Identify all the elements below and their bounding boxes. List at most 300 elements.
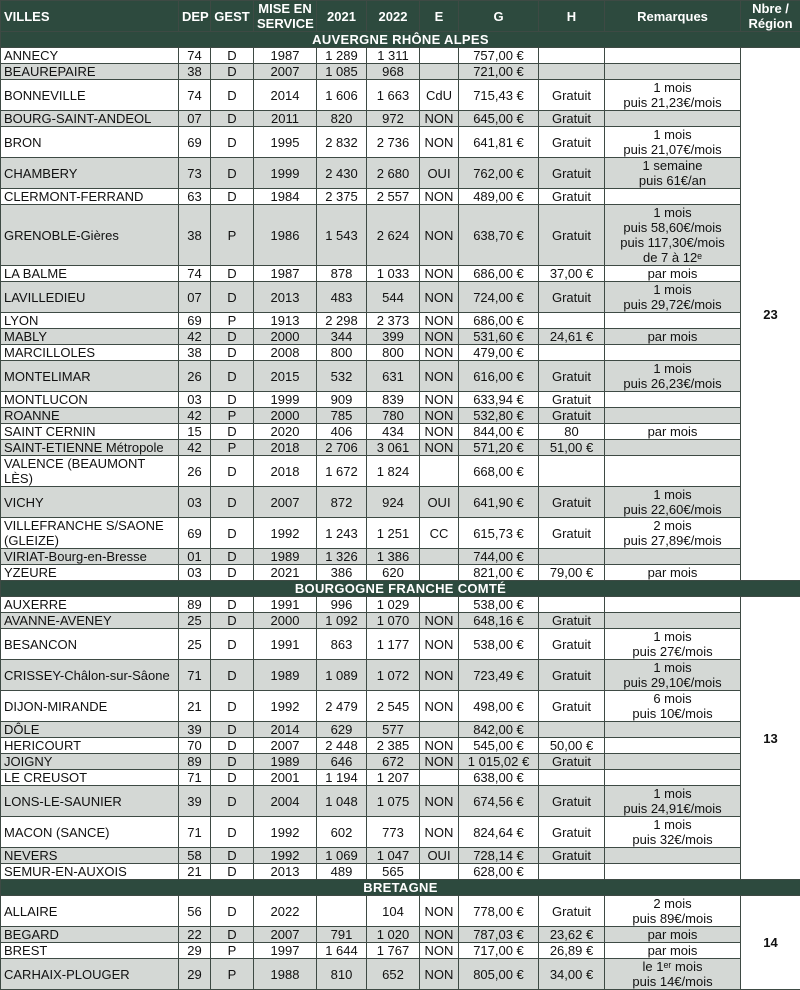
table-row — [1, 786, 800, 817]
cell-rem: 1 mois puis 26,23€/mois — [605, 361, 741, 392]
cell-dep: 29 — [179, 943, 211, 959]
cell-rem — [605, 848, 741, 864]
cell-mise: 2013 — [254, 864, 317, 880]
cell-mise: 2018 — [254, 456, 317, 487]
cell-ville: MARCILLOLES — [1, 345, 179, 361]
cell-h: 80 — [539, 424, 605, 440]
cell-dep: 42 — [179, 408, 211, 424]
cell-ville: LONS-LE-SAUNIER — [1, 786, 179, 817]
cell-e: NON — [420, 408, 459, 424]
table-row — [1, 361, 800, 392]
cell-gest: D — [211, 629, 254, 660]
cell-gest: D — [211, 927, 254, 943]
cell-mise: 1989 — [254, 754, 317, 770]
cell-mise: 2000 — [254, 613, 317, 629]
cell-y2022: 972 — [367, 111, 420, 127]
cell-gest: D — [211, 64, 254, 80]
table-row — [1, 329, 800, 345]
cell-ville: ROANNE — [1, 408, 179, 424]
cell-y2021: 2 448 — [317, 738, 367, 754]
cell-g: 538,00 € — [459, 597, 539, 613]
cell-y2021: 1 194 — [317, 770, 367, 786]
cell-ville: MONTELIMAR — [1, 361, 179, 392]
cell-rem: 2 mois puis 27,89€/mois — [605, 518, 741, 549]
cell-y2021: 386 — [317, 565, 367, 581]
cell-mise: 1986 — [254, 205, 317, 266]
cell-rem: 1 mois puis 21,23€/mois — [605, 80, 741, 111]
cell-y2021: 532 — [317, 361, 367, 392]
cell-rem — [605, 313, 741, 329]
cell-dep: 89 — [179, 597, 211, 613]
table-row — [1, 392, 800, 408]
cell-mise: 2004 — [254, 786, 317, 817]
cell-gest: P — [211, 408, 254, 424]
cell-rem: 2 mois puis 89€/mois — [605, 896, 741, 927]
cell-g: 532,80 € — [459, 408, 539, 424]
cell-dep: 74 — [179, 80, 211, 111]
cell-dep: 71 — [179, 770, 211, 786]
cell-h: Gratuit — [539, 189, 605, 205]
cell-h: Gratuit — [539, 111, 605, 127]
cell-e — [420, 48, 459, 64]
cell-h: Gratuit — [539, 408, 605, 424]
cell-e: NON — [420, 927, 459, 943]
cell-y2021: 344 — [317, 329, 367, 345]
cell-y2022: 434 — [367, 424, 420, 440]
table-row — [1, 518, 800, 549]
cell-mise: 1999 — [254, 392, 317, 408]
cell-h: Gratuit — [539, 127, 605, 158]
cell-mise: 1997 — [254, 943, 317, 959]
cell-e: NON — [420, 329, 459, 345]
cell-rem — [605, 738, 741, 754]
cell-y2022: 104 — [367, 896, 420, 927]
cell-gest: D — [211, 282, 254, 313]
cell-h: Gratuit — [539, 361, 605, 392]
cell-mise: 1988 — [254, 959, 317, 990]
cell-y2022: 399 — [367, 329, 420, 345]
cell-mise: 2018 — [254, 440, 317, 456]
cell-g: 715,43 € — [459, 80, 539, 111]
table-row — [1, 629, 800, 660]
cell-e: NON — [420, 754, 459, 770]
cell-ville: VILLEFRANCHE S/SAONE (GLEIZE) — [1, 518, 179, 549]
cell-ville: BEAUREPAIRE — [1, 64, 179, 80]
cell-y2022: 1 075 — [367, 786, 420, 817]
cell-y2022: 1 072 — [367, 660, 420, 691]
cell-y2021: 2 430 — [317, 158, 367, 189]
cell-y2021: 791 — [317, 927, 367, 943]
header-g: G — [459, 1, 539, 32]
cell-rem: 1 mois puis 58,60€/mois puis 117,30€/mois de 7 à 12ᵉ — [605, 205, 741, 266]
cell-e: NON — [420, 613, 459, 629]
table-row — [1, 864, 800, 880]
cell-g: 638,00 € — [459, 770, 539, 786]
cell-dep: 25 — [179, 613, 211, 629]
cell-gest: P — [211, 313, 254, 329]
cell-ville: SAINT CERNIN — [1, 424, 179, 440]
cell-mise: 1989 — [254, 660, 317, 691]
cell-gest: D — [211, 127, 254, 158]
cell-ville: CRISSEY-Châlon-sur-Sâone — [1, 660, 179, 691]
cell-ville: AVANNE-AVENEY — [1, 613, 179, 629]
cell-mise: 1995 — [254, 127, 317, 158]
cell-rem — [605, 189, 741, 205]
table-row — [1, 613, 800, 629]
table-body — [1, 32, 800, 990]
cell-g: 762,00 € — [459, 158, 539, 189]
cell-y2022: 544 — [367, 282, 420, 313]
cell-ville: YZEURE — [1, 565, 179, 581]
cell-dep: 74 — [179, 48, 211, 64]
cell-y2022: 1 251 — [367, 518, 420, 549]
cell-y2022: 968 — [367, 64, 420, 80]
table-row — [1, 48, 800, 64]
cell-e — [420, 456, 459, 487]
cell-mise: 1987 — [254, 266, 317, 282]
region-name: BRETAGNE — [1, 880, 800, 896]
cell-h: Gratuit — [539, 896, 605, 927]
cell-y2022: 2 557 — [367, 189, 420, 205]
table-row — [1, 282, 800, 313]
cell-gest: D — [211, 549, 254, 565]
cell-rem — [605, 48, 741, 64]
cell-y2022: 1 047 — [367, 848, 420, 864]
cell-h — [539, 313, 605, 329]
cell-h — [539, 597, 605, 613]
cell-y2022: 631 — [367, 361, 420, 392]
table-row — [1, 770, 800, 786]
cell-rem: par mois — [605, 329, 741, 345]
cell-mise: 1992 — [254, 691, 317, 722]
cell-dep: 38 — [179, 64, 211, 80]
cell-ville: BEGARD — [1, 927, 179, 943]
region-header — [1, 32, 800, 48]
cell-h: Gratuit — [539, 80, 605, 111]
cell-g: 538,00 € — [459, 629, 539, 660]
cell-rem — [605, 408, 741, 424]
cell-mise: 1913 — [254, 313, 317, 329]
cell-y2022: 780 — [367, 408, 420, 424]
header-dep: DEP — [179, 1, 211, 32]
cell-dep: 70 — [179, 738, 211, 754]
cell-y2022: 1 824 — [367, 456, 420, 487]
cell-gest: D — [211, 361, 254, 392]
cell-e: OUI — [420, 158, 459, 189]
cell-rem — [605, 613, 741, 629]
cell-e: NON — [420, 111, 459, 127]
cell-rem — [605, 770, 741, 786]
cell-dep: 71 — [179, 660, 211, 691]
cell-h: Gratuit — [539, 205, 605, 266]
cell-e — [420, 864, 459, 880]
table-row — [1, 158, 800, 189]
cell-rem: 1 semaine puis 61€/an — [605, 158, 741, 189]
cell-gest: D — [211, 266, 254, 282]
table-row — [1, 896, 800, 927]
cell-g: 844,00 € — [459, 424, 539, 440]
cell-dep: 58 — [179, 848, 211, 864]
table-row — [1, 754, 800, 770]
cell-y2022: 2 736 — [367, 127, 420, 158]
cell-h: Gratuit — [539, 754, 605, 770]
cell-h: Gratuit — [539, 518, 605, 549]
cell-g: 805,00 € — [459, 959, 539, 990]
cell-g: 717,00 € — [459, 943, 539, 959]
cell-y2021: 406 — [317, 424, 367, 440]
cell-rem: 1 mois puis 29,10€/mois — [605, 660, 741, 691]
cell-gest: D — [211, 158, 254, 189]
cell-e: NON — [420, 392, 459, 408]
cell-ville: BONNEVILLE — [1, 80, 179, 111]
table-row — [1, 549, 800, 565]
cell-g: 628,00 € — [459, 864, 539, 880]
cell-y2022: 839 — [367, 392, 420, 408]
cell-y2021: 1 606 — [317, 80, 367, 111]
cell-h: Gratuit — [539, 392, 605, 408]
cell-y2022: 924 — [367, 487, 420, 518]
cell-ville: HERICOURT — [1, 738, 179, 754]
cell-e — [420, 565, 459, 581]
cell-y2021: 2 832 — [317, 127, 367, 158]
cell-e: NON — [420, 738, 459, 754]
cell-mise: 1999 — [254, 158, 317, 189]
cell-g: 824,64 € — [459, 817, 539, 848]
header-remarques: Remarques — [605, 1, 741, 32]
cell-rem: par mois — [605, 424, 741, 440]
table-row — [1, 408, 800, 424]
cell-rem: par mois — [605, 927, 741, 943]
cell-ville: VALENCE (BEAUMONT LÈS) — [1, 456, 179, 487]
cell-y2021: 810 — [317, 959, 367, 990]
cell-y2021: 909 — [317, 392, 367, 408]
cell-e — [420, 597, 459, 613]
cell-mise: 2022 — [254, 896, 317, 927]
table-row — [1, 127, 800, 158]
cell-dep: 26 — [179, 361, 211, 392]
cell-h: Gratuit — [539, 786, 605, 817]
cell-e: NON — [420, 313, 459, 329]
cell-y2022: 773 — [367, 817, 420, 848]
cell-e: NON — [420, 282, 459, 313]
cell-y2022: 1 020 — [367, 927, 420, 943]
cell-g: 686,00 € — [459, 266, 539, 282]
cell-e: NON — [420, 440, 459, 456]
cell-y2021: 1 089 — [317, 660, 367, 691]
cell-y2021: 1 069 — [317, 848, 367, 864]
cell-h: Gratuit — [539, 660, 605, 691]
cell-gest: D — [211, 691, 254, 722]
table-row — [1, 848, 800, 864]
cell-g: 489,00 € — [459, 189, 539, 205]
cell-y2022: 2 373 — [367, 313, 420, 329]
cell-mise: 2015 — [254, 361, 317, 392]
cell-ville: BESANCON — [1, 629, 179, 660]
region-name: BOURGOGNE FRANCHE COMTÉ — [1, 581, 800, 597]
cell-gest: D — [211, 613, 254, 629]
cell-h: 24,61 € — [539, 329, 605, 345]
cell-y2021: 489 — [317, 864, 367, 880]
cell-gest: D — [211, 817, 254, 848]
cell-gest: P — [211, 959, 254, 990]
cell-g: 674,56 € — [459, 786, 539, 817]
cell-gest: D — [211, 456, 254, 487]
cell-y2022: 577 — [367, 722, 420, 738]
cell-e: NON — [420, 266, 459, 282]
table-row — [1, 943, 800, 959]
table-row — [1, 205, 800, 266]
cell-g: 757,00 € — [459, 48, 539, 64]
cell-rem — [605, 64, 741, 80]
cell-ville: MABLY — [1, 329, 179, 345]
cell-ville: BOURG-SAINT-ANDEOL — [1, 111, 179, 127]
cell-h: Gratuit — [539, 487, 605, 518]
cell-y2021: 629 — [317, 722, 367, 738]
cell-ville: LE CREUSOT — [1, 770, 179, 786]
table-row — [1, 424, 800, 440]
cell-ville: LAVILLEDIEU — [1, 282, 179, 313]
cell-rem: 1 mois puis 32€/mois — [605, 817, 741, 848]
cell-mise: 2007 — [254, 738, 317, 754]
cell-ville: VIRIAT-Bourg-en-Bresse — [1, 549, 179, 565]
cell-g: 645,00 € — [459, 111, 539, 127]
cell-e: NON — [420, 629, 459, 660]
cell-mise: 1992 — [254, 518, 317, 549]
cell-dep: 38 — [179, 205, 211, 266]
cell-g: 531,60 € — [459, 329, 539, 345]
cell-gest: D — [211, 565, 254, 581]
cell-g: 641,81 € — [459, 127, 539, 158]
cell-g: 545,00 € — [459, 738, 539, 754]
cell-gest: D — [211, 345, 254, 361]
cell-y2021: 1 048 — [317, 786, 367, 817]
table-row — [1, 189, 800, 205]
cell-mise: 2000 — [254, 329, 317, 345]
cell-y2022: 2 624 — [367, 205, 420, 266]
cell-y2022: 1 207 — [367, 770, 420, 786]
cell-y2022: 1 177 — [367, 629, 420, 660]
cell-e: NON — [420, 345, 459, 361]
cell-e: NON — [420, 189, 459, 205]
table-row — [1, 927, 800, 943]
cell-mise: 2013 — [254, 282, 317, 313]
cell-h: Gratuit — [539, 691, 605, 722]
cell-y2021: 863 — [317, 629, 367, 660]
table-row — [1, 313, 800, 329]
cell-dep: 07 — [179, 282, 211, 313]
cell-ville: LA BALME — [1, 266, 179, 282]
cell-gest: D — [211, 754, 254, 770]
cell-rem: le 1ᵉʳ mois puis 14€/mois — [605, 959, 741, 990]
cell-e: NON — [420, 361, 459, 392]
cell-h: 50,00 € — [539, 738, 605, 754]
cell-h: 34,00 € — [539, 959, 605, 990]
region-count: 13 — [741, 597, 800, 880]
cell-g: 641,90 € — [459, 487, 539, 518]
cell-h: 23,62 € — [539, 927, 605, 943]
region-count: 14 — [741, 896, 800, 990]
cell-ville: JOIGNY — [1, 754, 179, 770]
cell-h — [539, 722, 605, 738]
cell-e — [420, 64, 459, 80]
cell-dep: 22 — [179, 927, 211, 943]
header-row — [1, 1, 800, 32]
cell-mise: 2001 — [254, 770, 317, 786]
cell-e — [420, 722, 459, 738]
header-2022: 2022 — [367, 1, 420, 32]
cell-e: CC — [420, 518, 459, 549]
cell-mise: 1984 — [254, 189, 317, 205]
table-row — [1, 738, 800, 754]
cell-gest: D — [211, 487, 254, 518]
table-row — [1, 266, 800, 282]
cell-gest: D — [211, 770, 254, 786]
cell-y2022: 565 — [367, 864, 420, 880]
cell-e: NON — [420, 786, 459, 817]
cell-dep: 39 — [179, 786, 211, 817]
cell-gest: D — [211, 738, 254, 754]
table-row — [1, 597, 800, 613]
cell-y2021: 872 — [317, 487, 367, 518]
cell-dep: 01 — [179, 549, 211, 565]
cell-rem: 1 mois puis 27€/mois — [605, 629, 741, 660]
cell-gest: P — [211, 205, 254, 266]
header-gest: GEST — [211, 1, 254, 32]
cell-g: 723,49 € — [459, 660, 539, 691]
cell-mise: 1992 — [254, 817, 317, 848]
cell-y2021: 1 644 — [317, 943, 367, 959]
cell-y2022: 1 033 — [367, 266, 420, 282]
table-row — [1, 345, 800, 361]
cell-mise: 2000 — [254, 408, 317, 424]
cell-h: 26,89 € — [539, 943, 605, 959]
cell-y2022: 672 — [367, 754, 420, 770]
cell-gest: D — [211, 80, 254, 111]
cell-y2022: 2 545 — [367, 691, 420, 722]
cell-rem — [605, 864, 741, 880]
cell-h — [539, 770, 605, 786]
table-row — [1, 80, 800, 111]
cell-rem — [605, 754, 741, 770]
cell-gest: D — [211, 518, 254, 549]
cell-gest: D — [211, 786, 254, 817]
cell-e: NON — [420, 896, 459, 927]
cell-mise: 2007 — [254, 64, 317, 80]
cell-y2022: 1 386 — [367, 549, 420, 565]
table-row — [1, 487, 800, 518]
cell-e: CdU — [420, 80, 459, 111]
cell-ville: MACON (SANCE) — [1, 817, 179, 848]
cell-mise: 2007 — [254, 927, 317, 943]
cell-rem: par mois — [605, 943, 741, 959]
cell-y2021: 483 — [317, 282, 367, 313]
cell-dep: 73 — [179, 158, 211, 189]
cell-dep: 03 — [179, 487, 211, 518]
cell-dep: 56 — [179, 896, 211, 927]
cell-mise: 2014 — [254, 80, 317, 111]
cell-e: NON — [420, 959, 459, 990]
cell-rem — [605, 440, 741, 456]
region-name: AUVERGNE RHÔNE ALPES — [1, 32, 800, 48]
cell-ville: SEMUR-EN-AUXOIS — [1, 864, 179, 880]
cell-y2021: 1 672 — [317, 456, 367, 487]
cell-y2021: 2 375 — [317, 189, 367, 205]
cell-mise: 1987 — [254, 48, 317, 64]
cell-h: 37,00 € — [539, 266, 605, 282]
cell-ville: DIJON-MIRANDE — [1, 691, 179, 722]
cell-dep: 39 — [179, 722, 211, 738]
cell-y2021: 646 — [317, 754, 367, 770]
